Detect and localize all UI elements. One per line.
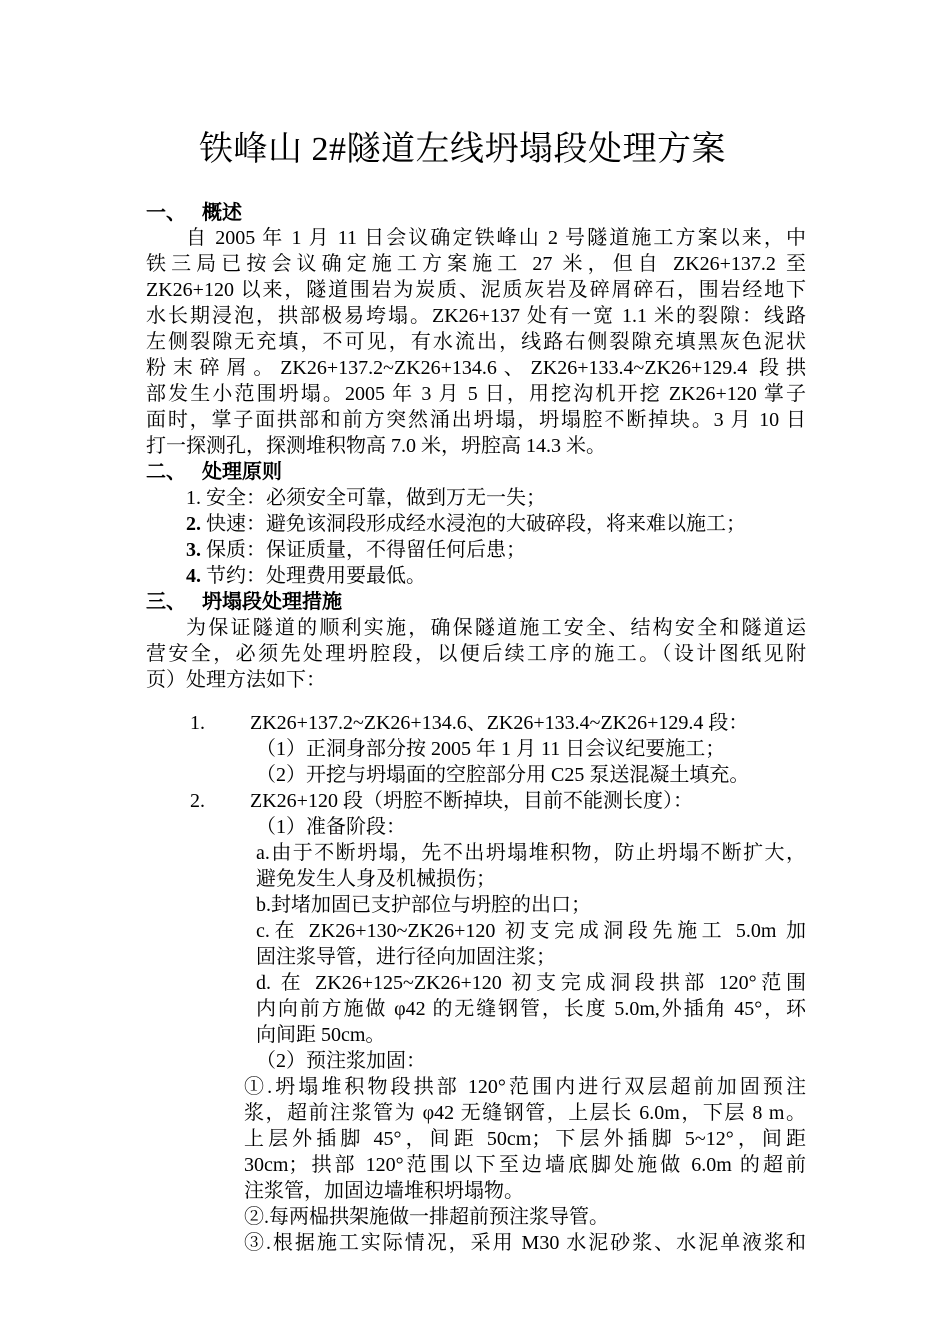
section-3-heading xyxy=(146,589,342,615)
section-1-heading xyxy=(146,200,242,226)
prep-item-d: d. 在 ZK26+125~ZK26+120 初支完成洞段拱部 120°范围 xyxy=(256,972,806,994)
grouting-item-2: ②.每两榀拱架施做一排超前预注浆导管。 xyxy=(244,1206,609,1228)
document-title: 铁峰山 2#隧道左线坍塌段处理方案 xyxy=(199,131,726,168)
prep-stage-heading: （1）准备阶段： xyxy=(256,816,406,838)
principle-item xyxy=(186,511,746,537)
section-2-heading xyxy=(146,459,282,485)
section-2-number: 二、 xyxy=(146,461,186,483)
measure-1-sub: （1）正洞身部分按 2005 年 1 月 11 日会议纪要施工； xyxy=(256,738,726,760)
principle-text: 保质：保证质量，不得留任何后患； xyxy=(206,539,526,561)
section-1-number: 一、 xyxy=(146,202,186,224)
measure-1-sub: （2）开挖与坍塌面的空腔部分用 C25 泵送混凝土填充。 xyxy=(256,764,750,786)
measure-1-text: ZK26+137.2~ZK26+134.6、ZK26+133.4~ZK26+129.4 段： xyxy=(250,712,749,734)
section-1-line: 打一探测孔，探测堆积物高 7.0 米，坍腔高 14.3 米。 xyxy=(146,435,606,457)
section-3-number: 三、 xyxy=(146,591,186,613)
section-1-title: 概述 xyxy=(202,202,242,224)
section-1-line: 左侧裂隙无充填，不可见，有水流出，线路右侧裂隙充填黑灰色泥状 xyxy=(146,331,806,353)
grouting-item-1: 上层外插脚 45°，间距 50cm；下层外插脚 5~12°，间距 xyxy=(244,1128,806,1150)
prep-item-d: 内向前方施做 φ42 的无缝钢管，长度 5.0m,外插角 45°，环 xyxy=(256,998,806,1020)
principle-text: 安全：必须安全可靠，做到万无一失； xyxy=(206,487,546,509)
principle-number: 2. xyxy=(186,513,201,535)
principle-number: 1. xyxy=(186,487,201,509)
principle-number: 3. xyxy=(186,539,201,561)
section-1-line: 水长期浸泡，拱部极易垮塌。ZK26+137 处有一宽 1.1 米的裂隙：线路 xyxy=(146,305,806,327)
measure-1-number: 1. xyxy=(190,712,205,734)
grouting-item-1: 30cm；拱部 120°范围以下至边墙底脚处施做 6.0m 的超前 xyxy=(244,1154,806,1176)
prep-item-c: c.在 ZK26+130~ZK26+120 初支完成洞段先施工 5.0m 加 xyxy=(256,920,806,942)
grouting-item-3: ③.根据施工实际情况，采用 M30 水泥砂浆、水泥单液浆和 xyxy=(244,1232,806,1254)
section-1-line: 粉末碎屑。ZK26+137.2~ZK26+134.6、ZK26+133.4~ZK26+129.4 段拱 xyxy=(146,357,806,379)
prep-item-b: b.封堵加固已支护部位与坍腔的出口； xyxy=(256,894,591,916)
principle-item xyxy=(186,563,426,589)
section-1-line: 铁三局已按会议确定施工方案施工 27 米，但自 ZK26+137.2 至 xyxy=(146,253,806,275)
prep-item-d: 向间距 50cm。 xyxy=(256,1024,386,1046)
prep-item-a: a.由于不断坍塌，先不出坍塌堆积物，防止坍塌不断扩大， xyxy=(256,842,806,864)
section-3-intro-line: 营安全，必须先处理坍腔段，以便后续工序的施工。（设计图纸见附 xyxy=(146,643,806,665)
prep-item-a: 避免发生人身及机械损伤； xyxy=(256,868,496,890)
prep-item-c: 固注浆导管，进行径向加固注浆； xyxy=(256,946,556,968)
grouting-item-1: ①.坍塌堆积物段拱部 120°范围内进行双层超前加固预注 xyxy=(244,1076,806,1098)
principle-text: 快速：避免该洞段形成经水浸泡的大破碎段，将来难以施工； xyxy=(206,513,746,535)
pre-grouting-heading: （2）预注浆加固： xyxy=(256,1050,426,1072)
principle-item xyxy=(186,537,526,563)
measure-2-number: 2. xyxy=(190,790,205,812)
grouting-item-1: 注浆管，加固边墙堆积坍塌物。 xyxy=(244,1180,524,1202)
section-1-line: 面时，掌子面拱部和前方突然涌出坍塌，坍塌腔不断掉块。3 月 10 日 xyxy=(146,409,806,431)
principle-number: 4. xyxy=(186,565,201,587)
section-3-title: 坍塌段处理措施 xyxy=(202,591,342,613)
principle-item xyxy=(186,485,546,511)
section-2-title: 处理原则 xyxy=(202,461,282,483)
section-1-line: 自 2005 年 1 月 11 日会议确定铁峰山 2 号隧道施工方案以来，中 xyxy=(186,227,806,249)
section-1-line: 部发生小范围坍塌。2005 年 3 月 5 日，用挖沟机开挖 ZK26+120 掌子 xyxy=(146,383,806,405)
section-1-line: ZK26+120 以来，隧道围岩为炭质、泥质灰岩及碎屑碎石，围岩经地下 xyxy=(146,279,806,301)
measure-2-text: ZK26+120 段（坍腔不断掉块，目前不能测长度）： xyxy=(250,790,693,812)
grouting-item-1: 浆，超前注浆管为 φ42 无缝钢管，上层长 6.0m，下层 8 m。 xyxy=(244,1102,806,1124)
principle-text: 节约：处理费用要最低。 xyxy=(206,565,426,587)
section-3-intro-line: 为保证隧道的顺利实施，确保隧道施工安全、结构安全和隧道运 xyxy=(186,617,806,639)
section-3-intro-line: 页）处理方法如下： xyxy=(146,669,326,691)
